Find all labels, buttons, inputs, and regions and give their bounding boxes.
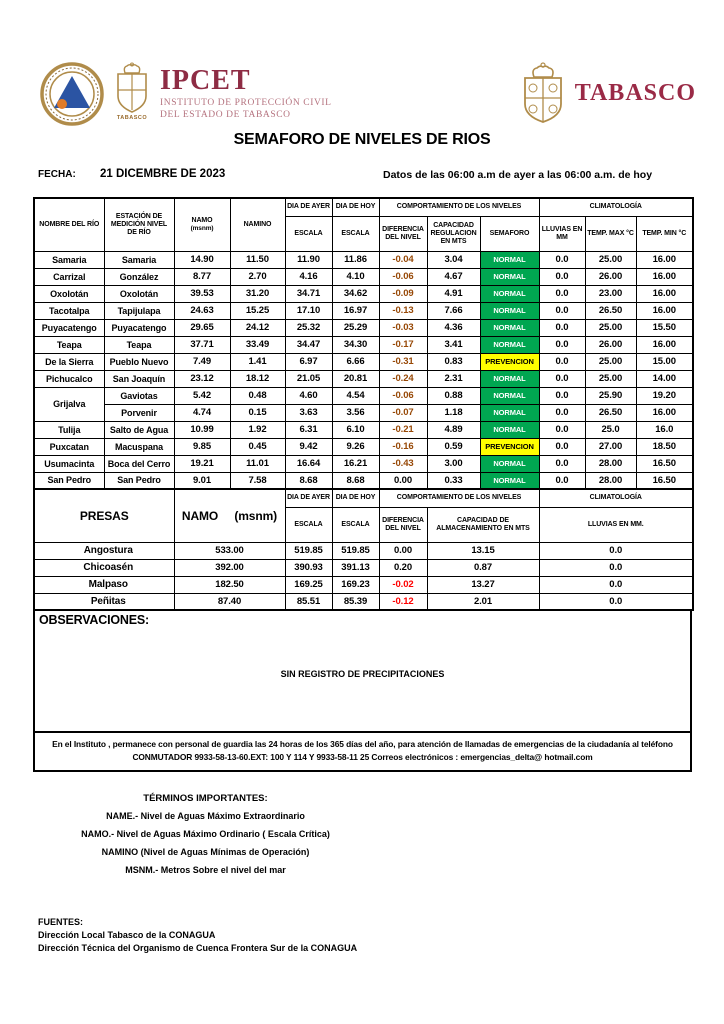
presas-namo-label: NAMO [181,508,219,523]
semaforo-status: NORMAL [480,319,539,336]
tmax-value: 25.00 [585,353,636,370]
col-header-escala-hoy: ESCALA [332,216,379,251]
river-row [34,302,693,319]
lluvias-value: 0.0 [539,302,585,319]
presa-diferencia-value: -0.12 [379,593,427,610]
hoy-value: 11.86 [332,251,379,268]
presa-hoy-value: 519.85 [332,542,379,559]
capacidad-value: 0.83 [427,353,480,370]
ipcet-subtitle-line1: INSTITUTO DE PROTECCIÓN CIVIL [160,98,332,108]
namino-value: 24.12 [230,319,285,336]
namo-value: 9.85 [174,438,230,455]
proteccion-civil-logo-icon [40,62,104,126]
data-period-note: Datos de las 06:00 a.m de ayer a las 06:00 a.m. de hoy [383,169,653,181]
col-header-temp-min: TEMP. MIN °C [636,216,693,251]
presa-row [34,559,693,576]
diferencia-value: -0.43 [379,455,427,472]
fuente-1: Dirección Local Tabasco de la CONAGUA [38,930,216,940]
fecha-row [38,169,693,185]
col-header-diferencia: DIFERENCIA DEL NIVEL [379,216,427,251]
namino-value: 31.20 [230,285,285,302]
term-namino: NAMINO (Nivel de Aguas Mínimas de Operación) [101,847,310,857]
lluvias-value: 0.0 [539,319,585,336]
diferencia-value: -0.24 [379,370,427,387]
ayer-value: 4.16 [285,268,332,285]
river-row [34,455,693,472]
semaforo-status: NORMAL [480,285,539,302]
ayer-value: 25.32 [285,319,332,336]
tmax-value: 26.50 [585,302,636,319]
terms-section [33,793,378,883]
ayer-value: 16.64 [285,455,332,472]
capacidad-value: 0.88 [427,387,480,404]
observaciones-title: OBSERVACIONES: [39,613,149,627]
presas-col-escala-ayer: ESCALA [285,507,332,542]
presa-ayer-value: 519.85 [285,542,332,559]
observaciones-box [33,609,692,733]
river-row [34,353,693,370]
namino-value: 11.50 [230,251,285,268]
station-name: San Joaquín [104,370,174,387]
presa-namo-value: 87.40 [174,593,285,610]
col-header-temp-max: TEMP. MAX °C [585,216,636,251]
river-name: Teapa [34,336,104,353]
river-name: Tacotalpa [34,302,104,319]
presas-group-comportamiento: COMPORTAMIENTO DE LOS NIVELES [379,489,539,507]
hoy-value: 34.62 [332,285,379,302]
fuentes-section [38,917,357,955]
presa-diferencia-value: 0.00 [379,542,427,559]
namino-value: 15.25 [230,302,285,319]
ayer-value: 34.47 [285,336,332,353]
col-header-dia-ayer: DIA DE AYER [285,198,332,216]
river-row [34,268,693,285]
river-row [34,387,693,404]
hoy-value: 6.66 [332,353,379,370]
diferencia-value: -0.03 [379,319,427,336]
tmin-value: 15.50 [636,319,693,336]
tmax-value: 28.00 [585,472,636,489]
lluvias-value: 0.0 [539,251,585,268]
river-row [34,319,693,336]
river-name: De la Sierra [34,353,104,370]
river-name: Carrizal [34,268,104,285]
semaforo-status: NORMAL [480,455,539,472]
tmin-value: 16.00 [636,404,693,421]
namino-value: 0.48 [230,387,285,404]
col-header-lluvias: LLUVIAS EN MM [539,216,585,251]
namo-value: 9.01 [174,472,230,489]
tmin-value: 16.00 [636,285,693,302]
lluvias-value: 0.0 [539,472,585,489]
namino-value: 18.12 [230,370,285,387]
tmax-value: 23.00 [585,285,636,302]
presa-lluvias-value: 0.0 [539,576,693,593]
presa-row [34,576,693,593]
station-name: Macuspana [104,438,174,455]
river-name: Pichucalco [34,370,104,387]
capacidad-value: 4.91 [427,285,480,302]
lluvias-value: 0.0 [539,285,585,302]
tmin-value: 16.0 [636,421,693,438]
namo-unit: (msnm) [190,224,214,232]
hoy-value: 9.26 [332,438,379,455]
presa-name: Chicoasén [34,559,174,576]
lluvias-value: 0.0 [539,387,585,404]
fecha-label: FECHA: [38,169,76,180]
hoy-value: 16.21 [332,455,379,472]
capacidad-value: 7.66 [427,302,480,319]
namo-value: 37.71 [174,336,230,353]
semaforo-status: PREVENCION [480,353,539,370]
station-name: Gaviotas [104,387,174,404]
namo-value: 4.74 [174,404,230,421]
presas-col-header-dia-hoy: DIA DE HOY [332,489,379,507]
presa-lluvias-value: 0.0 [539,542,693,559]
crest-caption: TABASCO [116,115,148,121]
tmin-value: 16.00 [636,251,693,268]
hoy-value: 4.10 [332,268,379,285]
tmax-value: 26.00 [585,336,636,353]
col-header-escala-ayer: ESCALA [285,216,332,251]
diferencia-value: -0.31 [379,353,427,370]
presa-name: Angostura [34,542,174,559]
presas-group-climatologia: CLIMATOLOGÍA [539,489,693,507]
diferencia-value: -0.17 [379,336,427,353]
ipcet-subtitle-line2: DEL ESTADO DE TABASCO [160,110,291,120]
term-name: NAME.- Nivel de Aguas Máximo Extraordinario [106,811,305,821]
hoy-value: 6.10 [332,421,379,438]
namino-value: 1.92 [230,421,285,438]
ayer-value: 9.42 [285,438,332,455]
tmin-value: 18.50 [636,438,693,455]
capacidad-value: 4.67 [427,268,480,285]
diferencia-value: -0.13 [379,302,427,319]
semaforo-status: NORMAL [480,251,539,268]
col-header-nombre-rio: NOMBRE DEL RÍO [34,198,104,251]
diferencia-value: 0.00 [379,472,427,489]
presas-col-capacidad: CAPACIDAD DE ALMACENAMIENTO EN MTS [427,507,539,542]
col-header-dia-hoy: DIA DE HOY [332,198,379,216]
terms-title: TÉRMINOS IMPORTANTES: [143,793,268,804]
station-name: Salto de Agua [104,421,174,438]
lluvias-value: 0.0 [539,404,585,421]
capacidad-value: 2.31 [427,370,480,387]
presa-namo-value: 392.00 [174,559,285,576]
namino-value: 7.58 [230,472,285,489]
presa-lluvias-value: 0.0 [539,593,693,610]
col-header-namino: NAMINO [230,198,285,251]
header-left [40,62,332,126]
hoy-value: 3.56 [332,404,379,421]
capacidad-value: 4.36 [427,319,480,336]
col-header-semaforo: SEMAFORO [480,216,539,251]
col-header-estacion: ESTACIÓN DE MEDICIÓN NIVEL DE RÍO [104,198,174,251]
tabasco-wordmark: TABASCO [574,79,696,106]
presas-col-diferencia: DIFERENCIA DEL NIVEL [379,507,427,542]
river-row [34,285,693,302]
namino-value: 11.01 [230,455,285,472]
hoy-value: 8.68 [332,472,379,489]
tmin-value: 14.00 [636,370,693,387]
tmax-value: 26.00 [585,268,636,285]
presa-ayer-value: 390.93 [285,559,332,576]
diferencia-value: -0.09 [379,285,427,302]
namo-value: 29.65 [174,319,230,336]
station-name: San Pedro [104,472,174,489]
river-name: Samaria [34,251,104,268]
page-title: SEMAFORO DE NIVELES DE RIOS [233,131,491,148]
namo-value: 8.77 [174,268,230,285]
rivers-tbody [34,251,693,489]
namo-value: 10.99 [174,421,230,438]
lluvias-value: 0.0 [539,353,585,370]
namo-value: 5.42 [174,387,230,404]
semaforo-status: NORMAL [480,336,539,353]
station-name: Boca del Cerro [104,455,174,472]
presa-ayer-value: 85.51 [285,593,332,610]
tmax-value: 25.00 [585,251,636,268]
contact-box [33,731,692,772]
presas-namo-unit: (msnm) [234,508,278,523]
lluvias-value: 0.0 [539,421,585,438]
fuentes-title: FUENTES: [38,917,83,927]
presa-row [34,593,693,610]
tmin-value: 16.00 [636,336,693,353]
lluvias-value: 0.0 [539,336,585,353]
lluvias-value: 0.0 [539,268,585,285]
ayer-value: 21.05 [285,370,332,387]
tmax-value: 25.0 [585,421,636,438]
tmax-value: 26.50 [585,404,636,421]
fecha-value: 21 DICEMBRE DE 2023 [100,168,226,180]
river-row [34,421,693,438]
station-name: Oxolotán [104,285,174,302]
capacidad-value: 0.59 [427,438,480,455]
main-content [33,197,692,772]
semaforo-status: NORMAL [480,302,539,319]
tmin-value: 15.00 [636,353,693,370]
col-header-presas-namo [174,489,285,542]
lluvias-value: 0.0 [539,455,585,472]
presa-capacidad-value: 13.27 [427,576,539,593]
ayer-value: 4.60 [285,387,332,404]
hoy-value: 25.29 [332,319,379,336]
river-name: Oxolotán [34,285,104,302]
col-header-namo [174,198,230,251]
river-name: Puxcatan [34,438,104,455]
tmax-value: 28.00 [585,455,636,472]
header-right [517,62,696,124]
semaforo-status: NORMAL [480,404,539,421]
tabasco-crest-large-icon [517,62,569,124]
presa-capacidad-value: 2.01 [427,593,539,610]
rivers-table [33,197,694,490]
ayer-value: 8.68 [285,472,332,489]
presa-hoy-value: 85.39 [332,593,379,610]
river-name: Usumacinta [34,455,104,472]
river-row [34,370,693,387]
presa-name: Peñitas [34,593,174,610]
presas-col-header-dia-ayer: DIA DE AYER [285,489,332,507]
river-row [34,438,693,455]
tmin-value: 19.20 [636,387,693,404]
semaforo-status: NORMAL [480,421,539,438]
presa-name: Malpaso [34,576,174,593]
group-header-climatologia: CLIMATOLOGÍA [539,198,693,216]
capacidad-value: 3.00 [427,455,480,472]
capacidad-value: 1.18 [427,404,480,421]
semaforo-status: NORMAL [480,387,539,404]
presa-hoy-value: 391.13 [332,559,379,576]
river-name: San Pedro [34,472,104,489]
group-header-comportamiento: COMPORTAMIENTO DE LOS NIVELES [379,198,539,216]
river-name: Tulija [34,421,104,438]
river-name: Grijalva [34,387,104,421]
namo-value: 39.53 [174,285,230,302]
diferencia-value: -0.07 [379,404,427,421]
station-name: Pueblo Nuevo [104,353,174,370]
river-name: Puyacatengo [34,319,104,336]
ayer-value: 6.31 [285,421,332,438]
presa-hoy-value: 169.23 [332,576,379,593]
semaforo-status: PREVENCION [480,438,539,455]
fuente-2: Dirección Técnica del Organismo de Cuenca Frontera Sur de la CONAGUA [38,943,358,953]
tmin-value: 16.00 [636,302,693,319]
capacidad-value: 3.41 [427,336,480,353]
tmax-value: 25.00 [585,319,636,336]
namino-value: 2.70 [230,268,285,285]
namino-value: 0.45 [230,438,285,455]
term-namo: NAMO.- Nivel de Aguas Máximo Ordinario ( Escala Crítica) [81,829,330,839]
namino-value: 0.15 [230,404,285,421]
presa-diferencia-value: -0.02 [379,576,427,593]
hoy-value: 4.54 [332,387,379,404]
presas-tbody [34,542,693,610]
presas-col-escala-hoy: ESCALA [332,507,379,542]
capacidad-value: 4.89 [427,421,480,438]
ipcet-subtitle [160,97,332,121]
diferencia-value: -0.16 [379,438,427,455]
presa-row [34,542,693,559]
diferencia-value: -0.06 [379,268,427,285]
crest-icon [112,62,152,114]
tmin-value: 16.00 [636,268,693,285]
station-name: Teapa [104,336,174,353]
presa-capacidad-value: 0.87 [427,559,539,576]
diferencia-value: -0.04 [379,251,427,268]
contact-line2: CONMUTADOR 9933-58-13-60.EXT: 100 Y 114 Y 9933-58-11 25 Correos electrónicos : emergencias_delta@ hotmail.com [132,752,593,762]
tmax-value: 27.00 [585,438,636,455]
station-name: Tapijulapa [104,302,174,319]
semaforo-status: NORMAL [480,268,539,285]
river-row [34,404,693,421]
col-header-presas: PRESAS [34,489,174,542]
ayer-value: 34.71 [285,285,332,302]
hoy-value: 20.81 [332,370,379,387]
observaciones-text: SIN REGISTRO DE PRECIPITACIONES [280,669,445,679]
tmin-value: 16.50 [636,472,693,489]
term-msnm: MSNM.- Metros Sobre el nivel del mar [125,865,286,875]
lluvias-value: 0.0 [539,438,585,455]
river-row [34,336,693,353]
ayer-value: 3.63 [285,404,332,421]
namo-value: 7.49 [174,353,230,370]
diferencia-value: -0.06 [379,387,427,404]
capacidad-value: 3.04 [427,251,480,268]
ipcet-text-block [160,62,332,121]
namo-value: 24.63 [174,302,230,319]
presas-col-lluvias: LLUVIAS EN MM. [539,507,693,542]
semaforo-status: NORMAL [480,472,539,489]
semaforo-status: NORMAL [480,370,539,387]
station-name: Porvenir [104,404,174,421]
presa-lluvias-value: 0.0 [539,559,693,576]
presa-diferencia-value: 0.20 [379,559,427,576]
namo-label: NAMO [191,216,213,224]
capacidad-value: 0.33 [427,472,480,489]
station-name: González [104,268,174,285]
tmax-value: 25.00 [585,370,636,387]
hoy-value: 34.30 [332,336,379,353]
tmin-value: 16.50 [636,455,693,472]
river-row [34,251,693,268]
lluvias-value: 0.0 [539,370,585,387]
tmax-value: 25.90 [585,387,636,404]
hoy-value: 16.97 [332,302,379,319]
namino-value: 1.41 [230,353,285,370]
contact-line1: En el Instituto , permanece con personal de guardia las 24 horas de los 365 días del año, para atención de llamadas de emergencias de la ciudadanía al teléfono [52,739,673,749]
namo-value: 14.90 [174,251,230,268]
ayer-value: 17.10 [285,302,332,319]
presa-capacidad-value: 13.15 [427,542,539,559]
presa-ayer-value: 169.25 [285,576,332,593]
ipcet-acronym: IPCET [160,65,251,96]
station-name: Puyacatengo [104,319,174,336]
col-header-capacidad: CAPACIDAD REGULACION EN MTS [427,216,480,251]
namo-value: 19.21 [174,455,230,472]
presas-table [33,488,694,611]
ayer-value: 11.90 [285,251,332,268]
diferencia-value: -0.21 [379,421,427,438]
river-row [34,472,693,489]
namino-value: 33.49 [230,336,285,353]
presa-namo-value: 533.00 [174,542,285,559]
namo-value: 23.12 [174,370,230,387]
station-name: Samaria [104,251,174,268]
ayer-value: 6.97 [285,353,332,370]
presa-namo-value: 182.50 [174,576,285,593]
tabasco-crest-small [111,62,153,126]
